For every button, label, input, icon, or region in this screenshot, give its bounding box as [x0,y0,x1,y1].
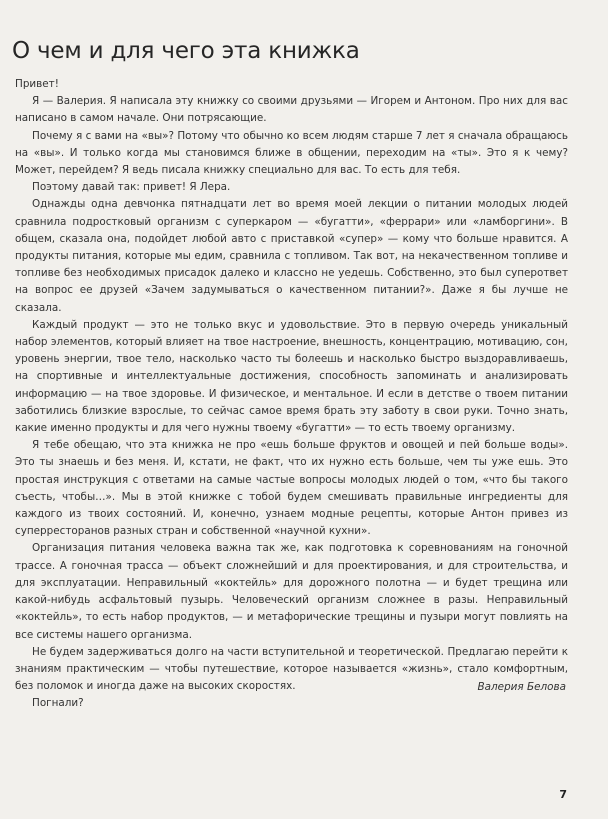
paragraph: Погнали? [32,697,84,710]
paragraph: Каждый продукт — это не только вкус и удовольствие. Это в первую очередь уникальный набор элементов, который влияет на твое настроение, внешность, концентрацию, мотивацию, сон, уровень энергии, твое тело, насколько часто ты болеешь и насколько быстро выздоравливаешь, на спортивные и интеллектуальные достижения, способность запоминать и анализировать информацию — на твое здоровье. И физическое, и ментальное. И если в детстве о твоем питании заботились близкие взрослые, то сейчас самое время брать эту заботу в свои руки. Точно знать, какие именно продукты и для чего нужны твоему «бугатти» — то есть твоему организму. [15,318,568,435]
paragraph: Однажды одна девчонка пятнадцати лет во время моей лекции о питании молодых людей сравнила подростковый организм с суперкаром — «бугатти», «феррари» или «ламборгини». В общем, сказала она, подойдет любой авто с приставкой «супер» — кому что больше нравится. А продукты питания, которые мы едим, сравнила с топливом. Так вот, на некачественном топливе и топливе без необходимых присадок далеко и классно не уедешь. Собственно, это был суперответ на вопрос ее друзей «Зачем задумываться о качественном питании?». Даже я бы лучше не сказала. [15,198,568,314]
paragraph: Организация питания человека важна так же, как подготовка к соревнованиям на гоночной трассе. А гоночная трасса — объект сложнейший и для проектирования, и для строительства, и для эксплуатации. Неправильный «коктейль» для дорожного полотна — и будет трещина или какой-нибудь асфальтовый пузырь. Человеческий организм сложнее в разы. Неправильный «коктейль», то есть набор продуктов, — и метафорические трещины и пузыри могут повлиять на все системы нашего организма. [15,542,568,641]
paragraph: Поэтому давай так: привет! Я Лера. [32,181,231,194]
paragraph: Я — Валерия. Я написала эту книжку со своими друзьями — Игорем и Антоном. Про них для вас написано в самом начале. Они потрясающие. [15,95,568,125]
author-signature: Валерия Белова [477,681,566,693]
page-number: 7 [559,788,567,801]
body-text [15,76,568,713]
page-title: О чем и для чего эта книжка [12,38,360,64]
paragraph: Почему я с вами на «вы»? Потому что обычно ко всем людям старше 7 лет я сначала обращаюсь на «вы». И только когда мы становимся ближе в общении, переходим на «ты». Это я к чему? Может, перейдем? Я ведь писала книжку специально для вас. То есть для тебя. [15,129,568,177]
greeting-paragraph: Привет! [15,78,59,90]
paragraph: Я тебе обещаю, что эта книжка не про «ешь больше фруктов и овощей и пей больше воды». Это ты знаешь и без меня. И, кстати, не факт, что их нужно есть больше, чем ты уже ешь. Это простая инструкция с ответами на самые частые вопросы молодых людей о том, «что бы такого съесть, чтобы…». Мы в этой книжке с тобой будем смешивать правильные ингредиенты для каждого из твоих состояний. И, конечно, узнаем модные рецепты, которые Антон привез из суперресторанов разных стран и собственной «научной кухни». [15,439,568,538]
paragraph: Не будем задерживаться долго на части вступительной и теоретической. Предлагаю перейти к знаниям практическим — чтобы путешествие, которое называется «жизнь», стало комфортным, без поломок и иногда даже на высоких скоростях. [15,645,568,693]
